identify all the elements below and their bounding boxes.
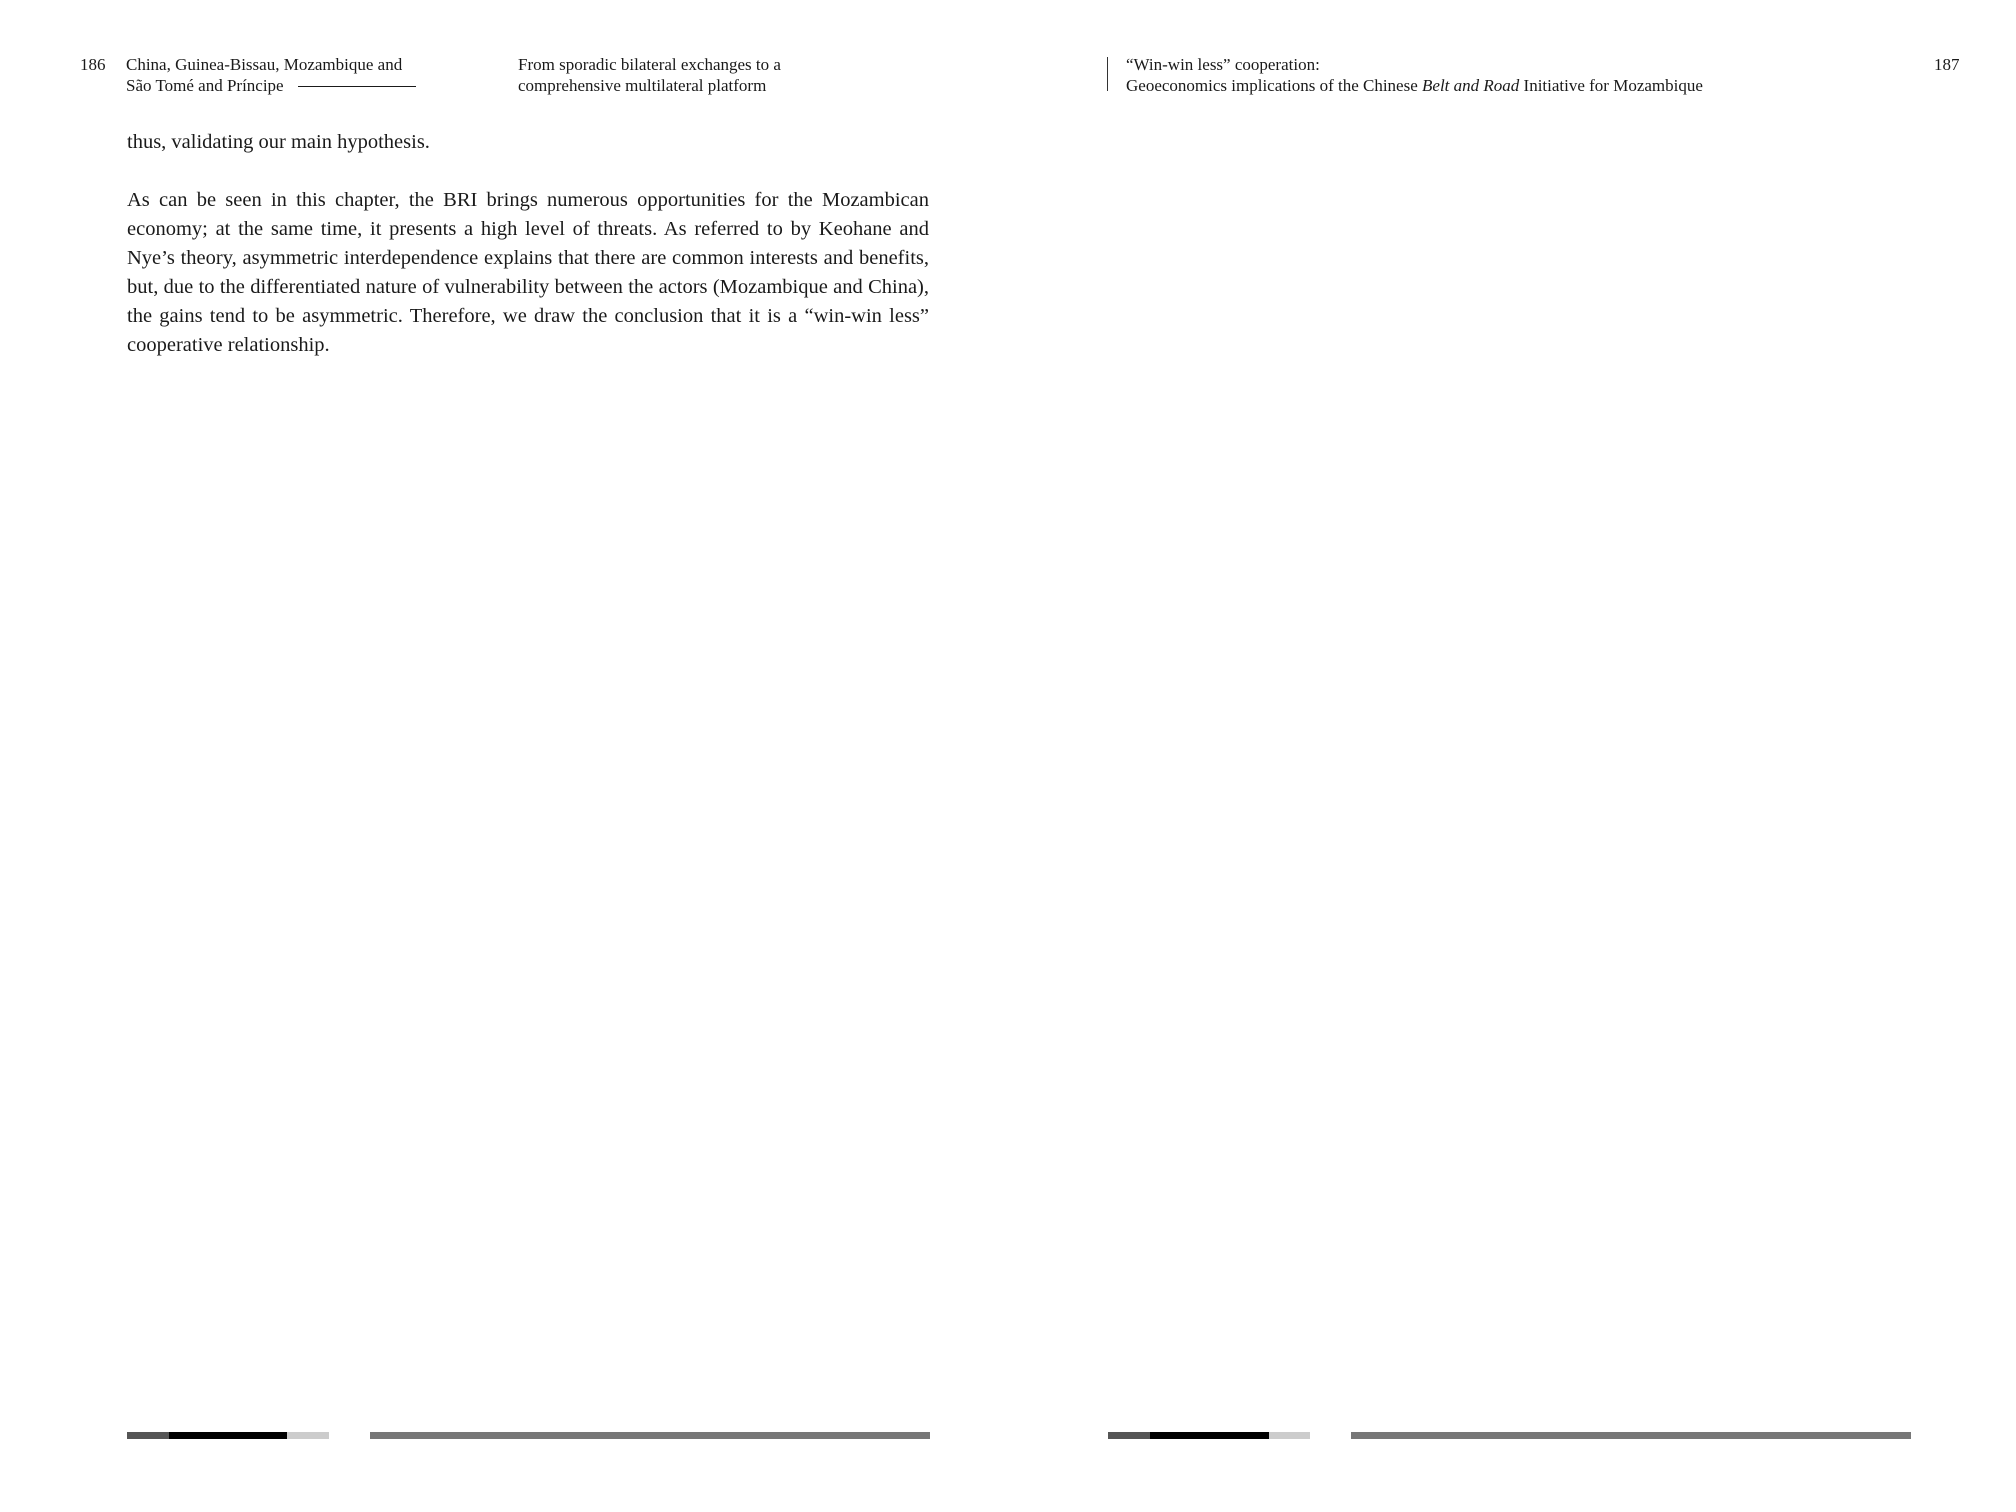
chapter-divider <box>1107 57 1108 91</box>
chapter-title-line1: “Win-win less” cooperation: <box>1126 55 1320 74</box>
footer-bar-left-light-gray <box>287 1432 329 1439</box>
footer-bar-right-black <box>1150 1432 1269 1439</box>
book-title <box>126 54 416 96</box>
chapter-title-line2-b: Initiative for Mozambique <box>1519 76 1703 95</box>
chapter-title-line2-a: Geoeconomics implications of the Chinese <box>1126 76 1423 95</box>
body-text <box>127 128 929 389</box>
part-title-line1: From sporadic bilateral exchanges to a <box>518 55 781 74</box>
footer-bar-right-dark-gray <box>1108 1432 1150 1439</box>
footer-bar-left-dark-gray <box>127 1432 169 1439</box>
part-title <box>518 54 781 96</box>
chapter-title-line2 <box>1126 75 1703 96</box>
footer-bar-right-long <box>1351 1432 1911 1439</box>
footer-bar-right-light-gray <box>1269 1432 1310 1439</box>
book-title-line1: China, Guinea-Bissau, Mozambique and <box>126 55 403 74</box>
page-number-left: 186 <box>80 55 106 74</box>
footer-bar-left-long <box>370 1432 930 1439</box>
book-title-line2: São Tomé and Príncipe <box>126 76 284 95</box>
book-title-rule <box>298 86 416 87</box>
paragraph-2: As can be seen in this chapter, the BRI brings numerous opportunities for the Mozambican economy; at the same time, it presents a high level of threats. As referred to by Keohane and Nye’s theory, asymmetric interdependence explains that there are common interests and benefits, but, due to the differentiated nature of vulnerability between the actors (Mozambique and China), the gains tend to be asymmetric. Therefore, we draw the conclusion that it is a “win-win less” cooperative relationship. <box>127 189 929 356</box>
page-number-right: 187 <box>1934 55 1960 74</box>
part-title-line2: comprehensive multilateral platform <box>518 76 767 95</box>
chapter-title-line2-italic: Belt and Road <box>1422 76 1520 95</box>
footer-bar-left-black <box>169 1432 287 1439</box>
book-title-line2-row <box>126 75 416 96</box>
paragraph-1: thus, validating our main hypothesis. <box>127 131 430 153</box>
chapter-title <box>1126 54 1703 96</box>
